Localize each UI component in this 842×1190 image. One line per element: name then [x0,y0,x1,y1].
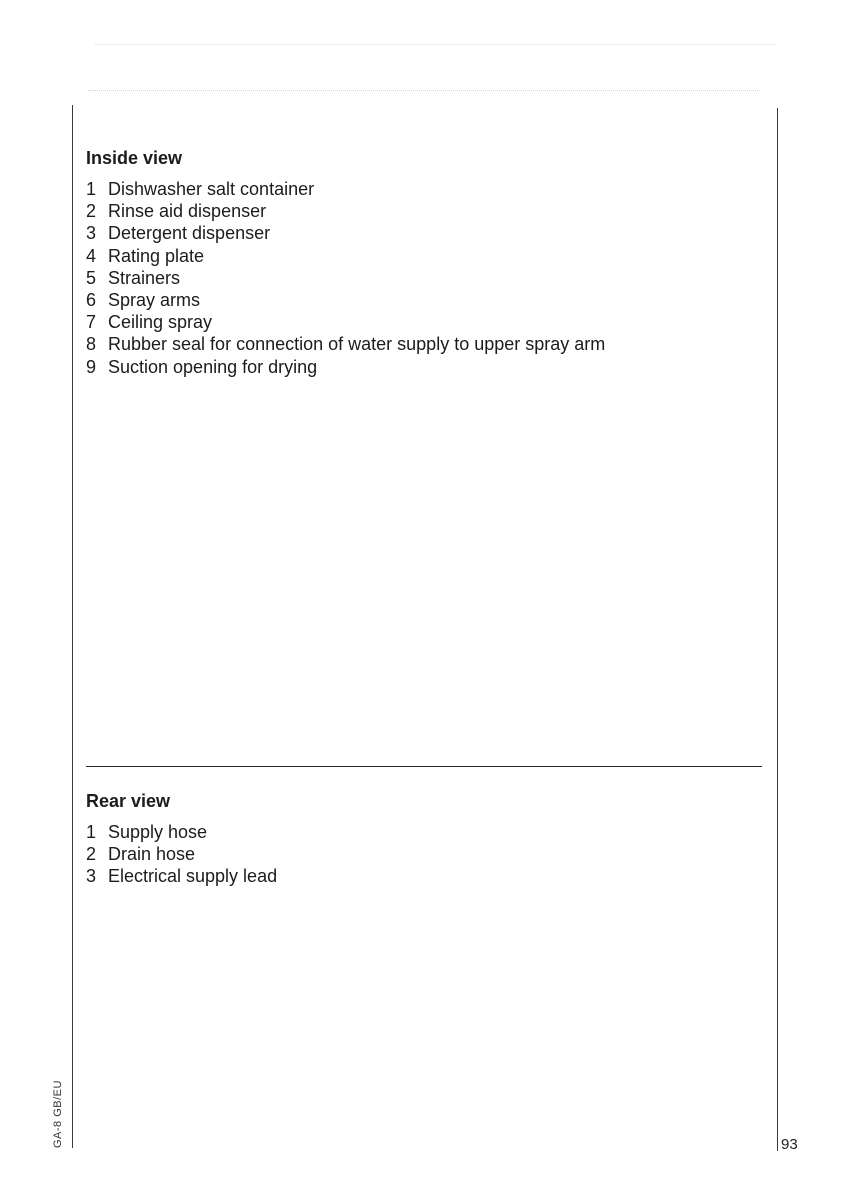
right-margin-rule [777,108,778,1151]
item-number: 7 [86,312,97,333]
item-label: Rating plate [108,245,205,266]
item-label: Rinse aid dispenser [108,201,267,222]
list-item [86,333,605,355]
page-number: 93 [781,1136,798,1153]
item-number: 3 [86,223,97,244]
section-divider [86,766,762,767]
list-item [86,267,605,289]
list-item [86,222,605,244]
rear-view-section [86,790,277,888]
item-number: 8 [86,334,97,355]
item-number: 1 [86,179,97,199]
inside-view-section [86,147,605,378]
item-label: Electrical supply lead [108,866,278,887]
item-number: 4 [86,245,97,266]
list-item [86,356,605,378]
item-label: Suction opening for drying [108,356,318,377]
list-item [86,311,605,333]
item-number: 3 [86,866,97,887]
inside-view-heading: Inside view [86,148,183,168]
document-code: GA-8 GB/EU [52,1080,64,1148]
list-item [86,245,605,267]
rear-view-heading: Rear view [86,791,171,811]
item-label: Supply hose [108,822,208,842]
item-number: 2 [86,201,97,222]
item-number: 5 [86,267,97,288]
left-margin-rule [72,105,73,1148]
item-label: Dishwasher salt container [108,179,315,199]
list-item [86,865,277,887]
scan-artifact-line [95,44,775,45]
item-label: Drain hose [108,844,196,865]
inside-view-list [86,178,605,378]
item-number: 2 [86,844,97,865]
item-number: 1 [86,822,97,842]
list-item [86,843,277,865]
item-label: Spray arms [108,290,201,311]
item-number: 6 [86,290,97,311]
item-number: 9 [86,356,97,377]
scan-artifact-line [88,90,760,91]
list-item [86,200,605,222]
item-label: Ceiling spray [108,312,213,333]
list-item [86,821,277,843]
rear-view-list [86,821,277,888]
item-label: Rubber seal for connection of water supply to upper spray arm [108,334,606,355]
item-label: Strainers [108,267,181,288]
list-item [86,289,605,311]
list-item [86,178,605,200]
item-label: Detergent dispenser [108,223,271,244]
